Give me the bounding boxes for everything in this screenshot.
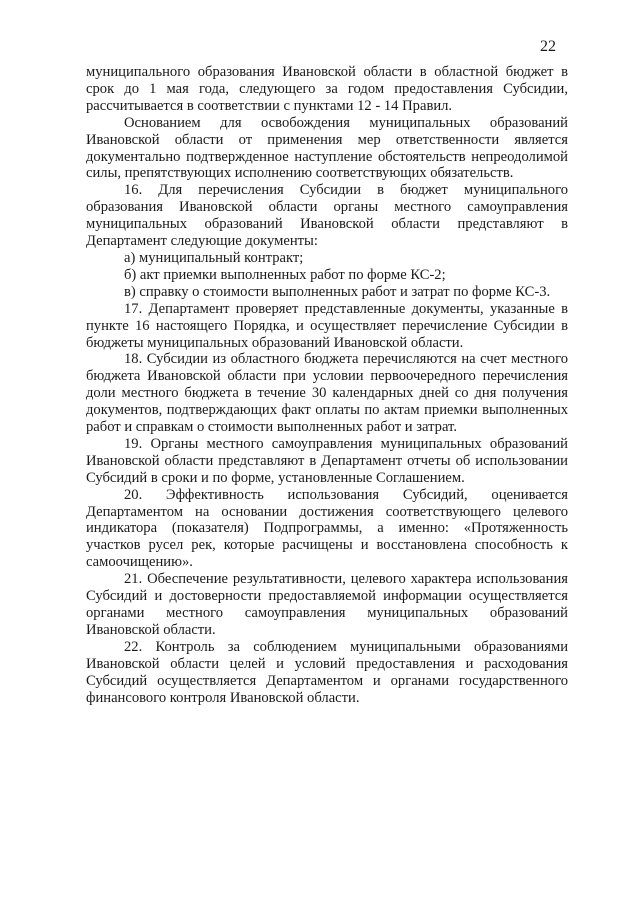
page-number: 22 (540, 38, 556, 55)
list-item-c: в) справку о стоимости выполненных работ и затрат по форме КС-3. (124, 283, 551, 300)
paragraph-force-majeure: Основанием для освобождения муниципальных образований Ивановской области от применения мер ответственности является документально подтвержденное наступление обстоятельств непреодолимой силы, препятствующих исполнению соответствующих обязательств. (86, 114, 568, 182)
list-item-b: б) акт приемки выполненных работ по форме КС-2; (124, 266, 446, 283)
paragraph-19: 19. Органы местного самоуправления муниципальных образований Ивановской области представляют в Департамент отчеты об использовании Субсидий в сроки и по форме, установленные Соглашением. (86, 435, 568, 486)
document-body (86, 64, 568, 706)
paragraph-continuation: муниципального образования Ивановской области в областной бюджет в срок до 1 мая года, следующего за годом предоставления Субсидии, рассчитывается в соответствии с пунктами 12 - 14 Правил. (86, 64, 568, 114)
list-item-a: а) муниципальный контракт; (124, 249, 304, 266)
paragraph-17: 17. Департамент проверяет представленные документы, указанные в пункте 16 настоящего Порядка, и осуществляет перечисление Субсидии в бюджеты муниципальных образований Ивановской области. (86, 300, 568, 351)
paragraph-20: 20. Эффективность использования Субсидий, оценивается Департаментом на основании достижения соответствующего целевого индикатора (показателя) Подпрограммы, а именно: «Протяженность участков русел рек, которые расчищены и восстановлена способность к самоочищению». (86, 486, 568, 571)
paragraph-18: 18. Субсидии из областного бюджета перечисляются на счет местного бюджета Ивановской области при условии первоочередного перечисления доли местного бюджета в течение 30 календарных дней со дня получения документов, подтверждающих факт оплаты по актам приемки выполненных работ и справкам о стоимости выполненных работ и затрат. (86, 351, 568, 436)
paragraph-16: 16. Для перечисления Субсидии в бюджет муниципального образования Ивановской области органы местного самоуправления муниципальных образований Ивановской области представляют в Департамент следующие документы: (86, 182, 568, 250)
paragraph-22: 22. Контроль за соблюдением муниципальными образованиями Ивановской области целей и условий предоставления и расходования Субсидий осуществляется Департаментом и органами государственного финансового контроля Ивановской области. (86, 638, 568, 706)
paragraph-21: 21. Обеспечение результативности, целевого характера использования Субсидий и достоверности предоставляемой информации осуществляется органами местного самоуправления муниципальных образований Ивановской области. (86, 571, 568, 638)
